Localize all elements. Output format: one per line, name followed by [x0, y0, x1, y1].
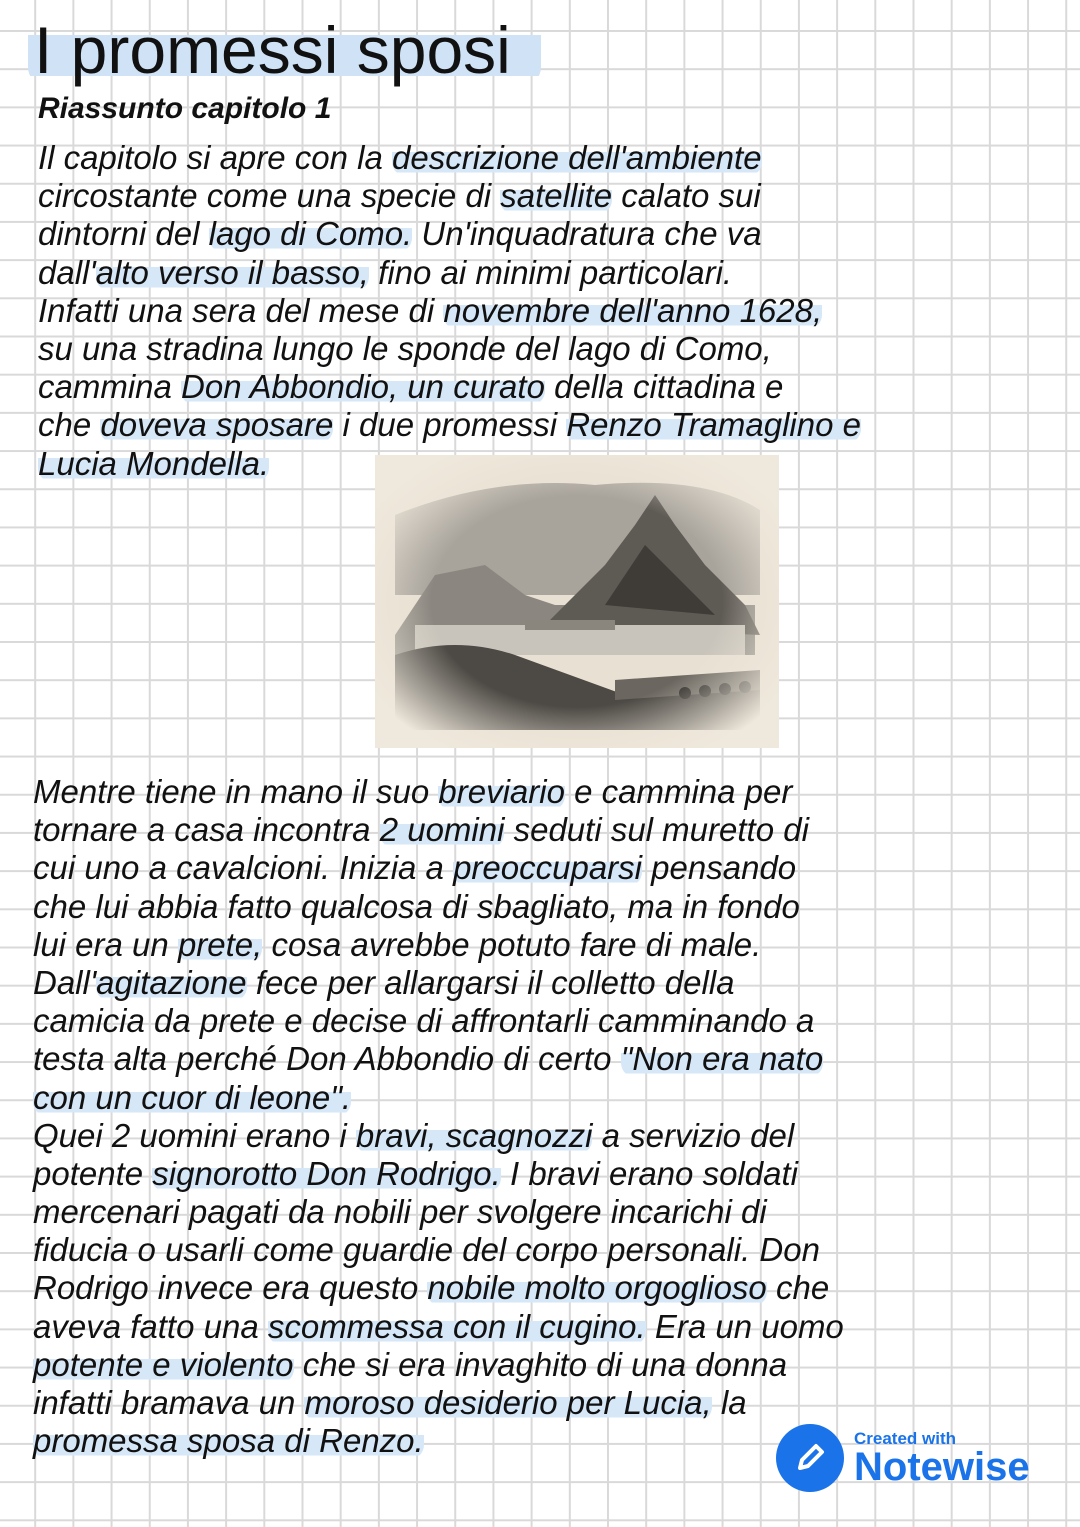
text-line [38, 406, 861, 444]
text-segment: che si era invaghito di una donna [293, 1345, 788, 1383]
text-line [33, 888, 844, 926]
text-line [33, 1002, 844, 1040]
text-segment: dall' [38, 253, 96, 291]
highlighted-text: lago di Como. [208, 215, 413, 253]
highlighted-text: scommessa con il cugino. [267, 1307, 646, 1345]
text-segment: e cammina per [564, 773, 793, 810]
text-line [33, 1422, 844, 1460]
text-segment: camicia da prete e decise di affrontarli camminando a [33, 1002, 815, 1040]
text-line [33, 1384, 844, 1422]
paragraph-story [33, 773, 844, 1460]
paragraph-intro [38, 139, 861, 483]
text-segment: fino ai minimi particolari. [368, 253, 733, 291]
text-line [33, 811, 844, 849]
text-segment: della cittadina e [544, 368, 784, 406]
text-segment: a servizio del [592, 1116, 795, 1154]
text-segment: seduti sul muretto di [504, 811, 809, 849]
text-line [38, 177, 861, 215]
text-line [33, 926, 844, 964]
lake-como-engraving [375, 455, 779, 748]
text-segment: i due promessi [333, 406, 567, 444]
text-segment: Il capitolo si apre con la [38, 139, 393, 176]
highlighted-text: nobile molto orgoglioso [427, 1269, 767, 1307]
highlighted-text: "Non era nato [620, 1040, 824, 1078]
text-segment: che [766, 1269, 830, 1307]
highlighted-text: promessa sposa di Renzo. [33, 1422, 424, 1460]
text-line [33, 773, 844, 811]
text-segment: lui era un [33, 925, 178, 963]
highlighted-text: potente e violento [33, 1345, 294, 1383]
highlighted-text: satellite [500, 177, 613, 215]
text-segment: pensando [642, 849, 797, 887]
text-segment: testa alta perché Don Abbondio di certo [33, 1040, 621, 1078]
text-segment: I bravi erano soldati [500, 1154, 798, 1192]
text-segment: calato sui [612, 177, 761, 215]
highlighted-text: breviario [438, 773, 565, 810]
text-line [33, 1155, 844, 1193]
text-segment: infatti bramava un [33, 1384, 305, 1421]
highlighted-text: Don Abbondio, un curato [181, 368, 545, 406]
text-line [33, 1117, 844, 1155]
subtitle: Riassunto capitolo 1 [38, 92, 332, 125]
text-segment: cammina [38, 368, 182, 406]
text-line [33, 1040, 844, 1078]
highlighted-text: descrizione dell'ambiente [392, 139, 762, 176]
text-segment: Rodrigo invece era questo [33, 1269, 428, 1307]
text-segment: tornare a casa incontra [33, 811, 380, 849]
highlighted-text: agitazione [96, 963, 247, 1001]
text-segment: fece per allargarsi il colletto della [246, 963, 735, 1001]
highlighted-text: alto verso il basso, [95, 253, 369, 291]
text-segment: circostante come una specie di [38, 177, 501, 215]
highlighted-text: 2 uomini [379, 811, 505, 849]
highlighted-text: bravi, scagnozzi [355, 1116, 593, 1154]
text-segment: mercenari pagati da nobili per svolgere incarichi di [33, 1193, 767, 1231]
text-segment: che lui abbia fatto qualcosa di sbagliato, ma in fondo [33, 887, 800, 925]
highlighted-text: novembre dell'anno 1628, [443, 291, 823, 329]
page-title: I promessi sposi [28, 12, 541, 88]
badge-brand: Notewise [854, 1444, 1030, 1489]
highlighted-text: Lucia Mondella. [38, 444, 270, 482]
text-line [33, 1079, 844, 1117]
text-line [33, 1308, 844, 1346]
text-line [38, 292, 861, 330]
notewise-badge [776, 1424, 1030, 1492]
highlighted-text: doveva sposare [100, 406, 334, 444]
highlighted-text: signorotto Don Rodrigo. [152, 1154, 501, 1192]
highlighted-text: moroso desiderio per Lucia, [304, 1384, 712, 1421]
text-line [38, 330, 861, 368]
text-segment: che [38, 406, 101, 444]
text-segment: la [711, 1384, 747, 1421]
text-segment: potente [33, 1154, 153, 1192]
pencil-icon [776, 1424, 844, 1492]
text-line [38, 254, 861, 292]
text-segment: cosa avrebbe potuto fare di male. [262, 925, 762, 963]
text-segment: fiducia o usarli come guardie del corpo personali. Don [33, 1231, 820, 1269]
text-line [33, 1193, 844, 1231]
text-line [33, 849, 844, 887]
text-line [33, 964, 844, 1002]
text-line [38, 139, 861, 177]
text-segment: Dall' [33, 963, 97, 1001]
text-segment: su una stradina lungo le sponde del lago di Como, [38, 329, 772, 367]
highlighted-text: prete, [177, 925, 263, 963]
text-segment: cui uno a cavalcioni. Inizia a [33, 849, 454, 887]
text-segment: aveva fatto una [33, 1307, 268, 1345]
text-line [33, 1269, 844, 1307]
text-segment: Infatti una sera del mese di [38, 291, 444, 329]
text-line [38, 215, 861, 253]
badge-created-with: Created with [854, 1428, 957, 1448]
text-segment: Un'inquadratura che va [412, 215, 762, 253]
text-segment: Era un uomo [645, 1307, 844, 1345]
highlighted-text: con un cuor di leone". [33, 1078, 352, 1116]
text-segment: Mentre tiene in mano il suo [33, 773, 439, 810]
highlighted-text: preoccuparsi [453, 849, 643, 887]
text-segment: dintorni del [38, 215, 209, 253]
highlighted-text: Renzo Tramaglino e [566, 406, 861, 444]
text-line [33, 1231, 844, 1269]
text-line [33, 1346, 844, 1384]
text-segment: Quei 2 uomini erano i [33, 1116, 356, 1154]
text-line [38, 368, 861, 406]
